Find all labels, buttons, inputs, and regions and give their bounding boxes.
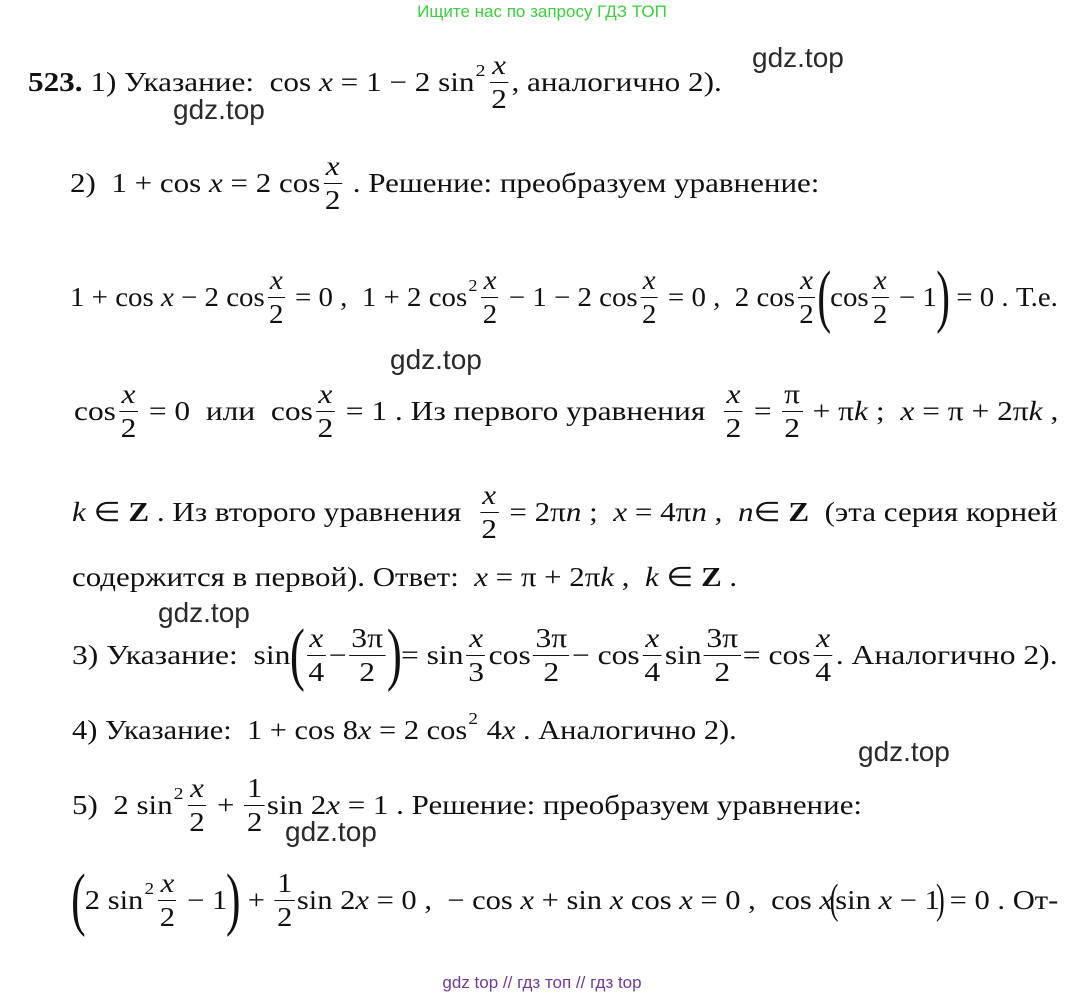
fraction-denominator: 2 — [641, 298, 657, 329]
math-text: + sin — [533, 884, 610, 915]
fraction-numerator: x — [480, 481, 498, 512]
math-text: = 0 , − cos — [368, 884, 521, 915]
bold-text: Z — [788, 496, 810, 527]
math-variable: x — [208, 167, 223, 198]
math-variable: n — [565, 496, 582, 527]
fraction-denominator: 4 — [644, 656, 661, 687]
fraction-numerator: x — [158, 869, 176, 900]
header-banner: Ищите нас по запросу ГДЗ ТОП — [417, 2, 667, 21]
left-parenthesis: ( — [71, 861, 86, 938]
fraction — [704, 624, 740, 686]
math-variable: k — [854, 395, 869, 426]
math-variable: k — [600, 561, 615, 592]
math-text: = — [746, 395, 780, 426]
fraction — [797, 266, 816, 328]
math-variable: x — [501, 714, 516, 745]
math-text: cos — [488, 639, 531, 670]
math-text: = sin — [400, 639, 464, 670]
math-text: = 2 cos — [222, 167, 321, 198]
math-text: = 0 , 2 cos — [660, 281, 795, 312]
math-text: = 0 . Т.е. — [948, 281, 1058, 312]
math-text: ∈ — [753, 496, 789, 527]
math-text: 5) 2 sin — [72, 789, 173, 820]
fraction — [245, 774, 265, 836]
math-text: = 2 cos — [371, 714, 468, 745]
fraction-numerator: x — [316, 380, 335, 411]
fraction-numerator: 3π — [533, 624, 569, 655]
math-text: = 0 или cos — [140, 395, 313, 426]
math-text: sin 2 — [266, 789, 327, 820]
bold-text: 523. — [28, 66, 83, 97]
fraction-denominator: 4 — [308, 656, 325, 687]
math-text: ∈ — [85, 496, 129, 527]
fraction-numerator: x — [641, 266, 658, 297]
footer-links: gdz top // гдз топ // гдз top — [442, 973, 642, 992]
fraction-denominator: 2 — [784, 412, 800, 443]
left-parenthesis: ( — [817, 258, 831, 335]
math-text: sin — [835, 884, 879, 915]
fraction-denominator: 2 — [872, 298, 888, 329]
part-2-answer — [72, 532, 737, 622]
part-2-cases — [74, 366, 1058, 456]
math-variable: k — [1028, 395, 1043, 426]
fraction — [275, 869, 295, 931]
fraction — [489, 51, 509, 113]
fraction-numerator: x — [307, 624, 326, 655]
math-text: 3) Указание: sin — [72, 639, 291, 670]
fraction-denominator: 2 — [246, 806, 263, 837]
math-text: + — [209, 789, 243, 820]
fraction — [118, 380, 138, 442]
math-variable: n — [691, 496, 707, 527]
fraction-numerator: x — [119, 380, 138, 411]
fraction-numerator: 1 — [245, 774, 265, 805]
exponent: 2 — [173, 784, 184, 803]
fraction-numerator: π — [782, 380, 803, 411]
part-5-statement — [72, 760, 862, 850]
math-text: 1 + cos — [70, 281, 161, 312]
math-variable: k — [644, 561, 659, 592]
math-variable: x — [326, 789, 340, 820]
math-text: 4 — [479, 714, 502, 745]
fraction-numerator: x — [724, 380, 743, 411]
fraction — [871, 266, 890, 328]
fraction-numerator: x — [872, 266, 889, 297]
fraction-denominator: 2 — [482, 298, 498, 329]
math-text: = 2π — [501, 496, 566, 527]
fraction-denominator: 2 — [725, 412, 742, 443]
exponent: 2 — [144, 879, 155, 898]
fraction-denominator: 2 — [159, 901, 175, 932]
fraction-denominator: 2 — [189, 806, 205, 837]
left-parenthesis: ( — [289, 616, 305, 693]
watermark: gdz.top — [752, 42, 844, 73]
math-text: sin 2 — [296, 884, 356, 915]
math-text: (эта серия корней — [809, 496, 1058, 527]
math-text: = 1 − 2 sin — [332, 66, 475, 97]
math-text: = 0 , cos — [692, 884, 820, 915]
bold-text: Z — [128, 496, 150, 527]
math-text: . Аналогично 2). — [835, 639, 1058, 670]
math-text: = π + 2π — [487, 561, 601, 592]
math-text: . Аналогично 2). — [515, 714, 737, 745]
fraction — [723, 380, 743, 442]
math-text: = 1 . Из первого уравнения — [337, 395, 722, 426]
math-variable: x — [609, 884, 624, 915]
fraction — [481, 266, 500, 328]
math-variable: n — [737, 496, 754, 527]
math-text: sin — [664, 639, 702, 670]
fraction-denominator: 2 — [359, 656, 376, 687]
fraction — [157, 869, 177, 931]
math-text: ; — [868, 395, 901, 426]
right-parenthesis: ) — [386, 616, 402, 693]
fraction-denominator: 2 — [324, 184, 341, 215]
fraction-numerator: x — [814, 624, 833, 655]
fraction — [533, 624, 569, 686]
math-text: ; — [581, 496, 614, 527]
fraction — [782, 380, 803, 442]
math-text: 2 sin — [84, 884, 144, 915]
fraction — [349, 624, 385, 686]
fraction — [315, 380, 335, 442]
fraction-numerator: x — [323, 152, 341, 183]
fraction-denominator: 2 — [491, 83, 507, 114]
fraction-numerator: x — [643, 624, 662, 655]
math-variable: x — [520, 884, 534, 915]
fraction — [323, 152, 343, 214]
math-text: cos — [830, 281, 869, 312]
math-variable: x — [878, 884, 893, 915]
math-text: 4) Указание: 1 + cos 8 — [72, 714, 358, 745]
math-variable: x — [613, 496, 628, 527]
fraction — [813, 624, 833, 686]
fraction — [466, 624, 486, 686]
math-text: = 0 , 1 + 2 cos — [287, 281, 468, 312]
math-text: + π — [804, 395, 855, 426]
math-text: = π + 2π — [914, 395, 1029, 426]
right-parenthesis: ) — [936, 877, 946, 923]
math-text: cos — [623, 884, 680, 915]
fraction-denominator: 2 — [714, 656, 731, 687]
fraction-numerator: x — [268, 266, 285, 297]
fraction-denominator: 2 — [543, 656, 560, 687]
math-text: − 1 — [179, 884, 228, 915]
math-text: = 0 . От- — [942, 884, 1059, 915]
fraction-denominator: 2 — [269, 298, 284, 329]
exponent: 2 — [468, 709, 478, 728]
fraction-numerator: x — [798, 266, 815, 297]
math-variable: k — [72, 496, 86, 527]
fraction — [640, 266, 659, 328]
math-text: = 4π — [627, 496, 692, 527]
bold-text: Z — [701, 561, 722, 592]
exponent: 2 — [468, 276, 478, 295]
fraction-numerator: 1 — [275, 869, 295, 900]
left-parenthesis: ( — [829, 877, 839, 923]
math-text: ∈ — [658, 561, 702, 592]
fraction-denominator: 2 — [120, 412, 137, 443]
math-text: , — [706, 496, 738, 527]
math-text: − cos — [571, 639, 640, 670]
math-text: − 1 — [892, 884, 940, 915]
math-text: , — [614, 561, 645, 592]
part-2-statement — [70, 138, 819, 228]
fraction-denominator: 2 — [317, 412, 334, 443]
fraction-numerator: x — [467, 624, 486, 655]
fraction-denominator: 2 — [277, 901, 293, 932]
exponent: 2 — [475, 61, 486, 80]
math-text: 2) 1 + cos — [70, 167, 209, 198]
math-text: . Из второго уравнения — [149, 496, 477, 527]
math-text: , аналогично 2). — [511, 66, 722, 97]
watermark: gdz.top — [173, 94, 265, 125]
math-variable: x — [160, 281, 174, 312]
watermark: gdz.top — [158, 597, 250, 628]
fraction-denominator: 2 — [799, 298, 814, 329]
problem-523-part-1 — [28, 37, 722, 127]
math-text: − 1 − 2 cos — [501, 281, 638, 312]
fraction-numerator: x — [490, 51, 508, 82]
fraction-numerator: 3π — [349, 624, 385, 655]
right-parenthesis: ) — [936, 258, 950, 335]
part-2-transform — [70, 252, 1058, 342]
fraction-denominator: 4 — [815, 656, 832, 687]
math-text: содержится в первой). Ответ: — [72, 561, 475, 592]
fraction — [642, 624, 662, 686]
fraction — [187, 774, 207, 836]
watermark: gdz.top — [285, 816, 377, 847]
math-variable: x — [679, 884, 693, 915]
math-variable: x — [900, 395, 915, 426]
fraction-numerator: x — [481, 266, 498, 297]
math-text: cos — [74, 395, 116, 426]
fraction — [306, 624, 326, 686]
watermark: gdz.top — [390, 344, 482, 375]
math-text: . — [721, 561, 738, 592]
math-variable: x — [474, 561, 488, 592]
part-5-transform — [72, 855, 1058, 945]
fraction-numerator: x — [188, 774, 206, 805]
math-text: = cos — [742, 639, 811, 670]
fraction-denominator: 2 — [481, 513, 497, 544]
fraction-numerator: 3π — [704, 624, 740, 655]
math-variable: x — [318, 66, 333, 97]
math-text: 1) Указание: cos — [82, 66, 319, 97]
watermark: gdz.top — [858, 736, 950, 767]
math-text: − — [328, 639, 347, 670]
math-text: = 1 . Решение: преобразуем уравнение: — [339, 789, 863, 820]
math-text: , — [1042, 395, 1059, 426]
math-variable: x — [357, 714, 372, 745]
math-variable: x — [355, 884, 369, 915]
math-text: − 1 — [891, 281, 937, 312]
math-variable: x — [819, 884, 833, 915]
right-parenthesis: ) — [226, 861, 241, 938]
fraction — [267, 266, 286, 328]
fraction-denominator: 3 — [468, 656, 484, 687]
math-text: − 2 cos — [173, 281, 265, 312]
math-text: + — [240, 884, 273, 915]
math-text: . Решение: преобразуем уравнение: — [344, 167, 820, 198]
